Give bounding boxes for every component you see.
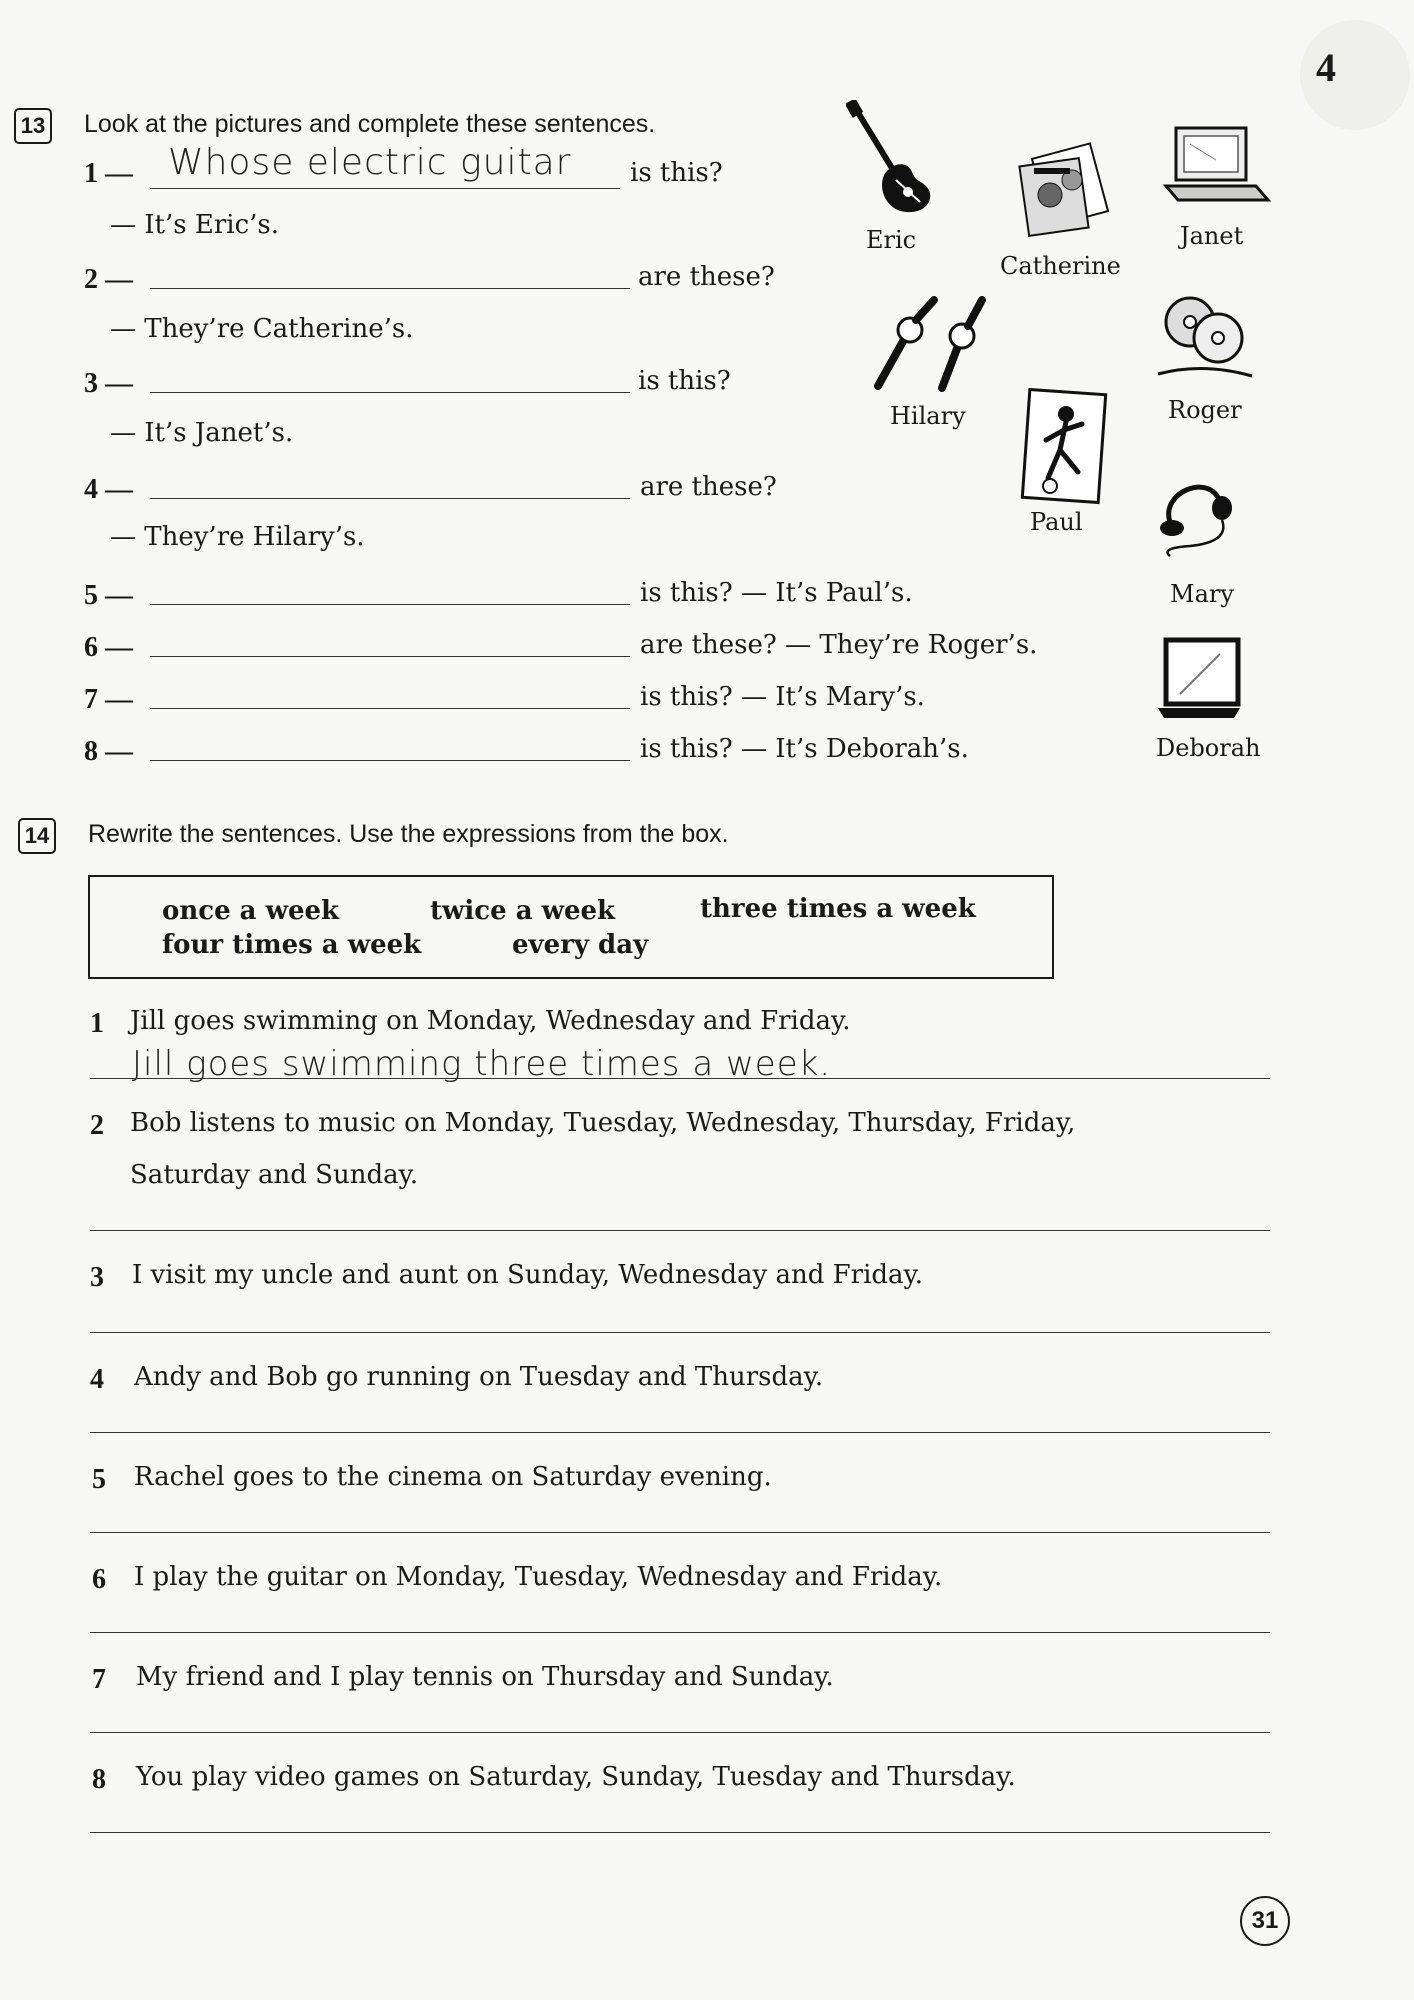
- ex13-item-2-number: 2 —: [84, 264, 133, 295]
- exercise-14-badge: 14: [18, 818, 56, 854]
- ex13-item-7-number: 7 —: [84, 684, 133, 715]
- picture-label-roger: Roger: [1168, 396, 1242, 424]
- ex14-item-8-number: 8: [92, 1764, 106, 1795]
- ex14-item-6-answer-line[interactable]: [90, 1632, 1270, 1633]
- ex13-item-5-ending: is this? — It’s Paul’s.: [640, 578, 913, 608]
- ex14-item-4-answer-line[interactable]: [90, 1432, 1270, 1433]
- ex13-item-3-blank[interactable]: [150, 390, 630, 393]
- ex13-item-8-number: 8 —: [84, 736, 133, 767]
- picture-label-mary: Mary: [1170, 580, 1234, 608]
- ex14-item-8-sentence: You play video games on Saturday, Sunday, Tuesday and Thursday.: [136, 1762, 1016, 1792]
- picture-label-eric: Eric: [866, 226, 917, 254]
- box-item-four-times-a-week: four times a week: [162, 930, 422, 960]
- box-item-once-a-week: once a week: [162, 896, 340, 926]
- ex13-item-8-ending: is this? — It’s Deborah’s.: [640, 734, 969, 764]
- ex13-item-1-ending: is this?: [630, 158, 723, 188]
- ex13-item-8-blank[interactable]: [150, 758, 630, 761]
- ex13-item-2-blank[interactable]: [150, 286, 630, 289]
- ex14-item-2-answer-line[interactable]: [90, 1230, 1270, 1231]
- ex14-item-2-number: 2: [90, 1110, 104, 1141]
- exercise-13-instruction: Look at the pictures and complete these sentences.: [84, 110, 656, 138]
- box-item-three-times-a-week: three times a week: [700, 894, 976, 924]
- ex13-item-6-blank[interactable]: [150, 654, 630, 657]
- ex14-item-7-number: 7: [92, 1664, 106, 1695]
- ex13-item-5-blank[interactable]: [150, 602, 630, 605]
- ex14-item-6-sentence: I play the guitar on Monday, Tuesday, Wednesday and Friday.: [134, 1562, 943, 1592]
- ex14-item-4-sentence: Andy and Bob go running on Tuesday and Thursday.: [134, 1362, 824, 1392]
- exercise-13-badge: 13: [14, 108, 52, 144]
- ex14-item-1-number: 1: [90, 1008, 104, 1039]
- ex13-item-7-ending: is this? — It’s Mary’s.: [640, 682, 925, 712]
- ex13-item-5-number: 5 —: [84, 580, 133, 611]
- expressions-box: [88, 875, 1054, 979]
- ex13-item-1-number: 1 —: [84, 158, 133, 189]
- ex13-item-6-ending: are these? — They’re Roger’s.: [640, 630, 1038, 660]
- ex13-item-1-reply: — It’s Eric’s.: [110, 210, 280, 240]
- ex14-item-1-answer: Jill goes swimming three times a week.: [132, 1044, 832, 1084]
- ex13-item-4-blank[interactable]: [150, 496, 630, 499]
- magazines-icon: [1010, 140, 1120, 240]
- picture-label-paul: Paul: [1030, 508, 1083, 536]
- watches-icon: [872, 296, 992, 396]
- ex14-item-2-sentence-cont: Saturday and Sunday.: [130, 1160, 419, 1190]
- picture-label-janet: Janet: [1180, 222, 1244, 250]
- ex14-item-2-sentence: Bob listens to music on Monday, Tuesday, Wednesday, Thursday, Friday,: [130, 1108, 1076, 1138]
- ex13-item-6-number: 6 —: [84, 632, 133, 663]
- ex14-item-7-sentence: My friend and I play tennis on Thursday and Sunday.: [136, 1662, 834, 1692]
- football-poster-icon: [1020, 388, 1110, 506]
- ex14-item-7-answer-line[interactable]: [90, 1732, 1270, 1733]
- headphones-icon: [1150, 472, 1250, 562]
- ex14-item-4-number: 4: [90, 1364, 104, 1395]
- ex14-item-3-sentence: I visit my uncle and aunt on Sunday, Wednesday and Friday.: [132, 1260, 924, 1290]
- ex13-item-3-ending: is this?: [638, 366, 731, 396]
- ex14-item-3-answer-line[interactable]: [90, 1332, 1270, 1333]
- ex13-item-4-ending: are these?: [640, 472, 777, 502]
- ex13-item-2-reply: — They’re Catherine’s.: [110, 314, 414, 344]
- ex14-item-1-answer-line[interactable]: [90, 1078, 1270, 1079]
- ex14-item-1-sentence: Jill goes swimming on Monday, Wednesday and Friday.: [130, 1006, 851, 1036]
- ex14-item-3-number: 3: [90, 1262, 104, 1293]
- ex14-item-5-number: 5: [92, 1464, 106, 1495]
- picture-label-deborah: Deborah: [1156, 734, 1261, 762]
- picture-label-hilary: Hilary: [890, 402, 966, 430]
- unit-number: 4: [1316, 45, 1336, 90]
- ex13-item-1-answer: Whose electric guitar: [168, 142, 572, 183]
- ex13-item-1-blank[interactable]: [150, 186, 620, 189]
- ex13-item-7-blank[interactable]: [150, 706, 630, 709]
- tv-monitor-icon: [1150, 634, 1250, 734]
- ex13-item-4-reply: — They’re Hilary’s.: [110, 522, 365, 552]
- ex14-item-6-number: 6: [92, 1564, 106, 1595]
- box-item-every-day: every day: [512, 930, 649, 960]
- picture-label-catherine: Catherine: [1000, 252, 1121, 280]
- ex14-item-8-answer-line[interactable]: [90, 1832, 1270, 1833]
- ex13-item-4-number: 4 —: [84, 474, 133, 505]
- cds-icon: [1148, 292, 1258, 392]
- ex14-item-5-answer-line[interactable]: [90, 1532, 1270, 1533]
- ex13-item-3-reply: — It’s Janet’s.: [110, 418, 294, 448]
- ex14-item-5-sentence: Rachel goes to the cinema on Saturday evening.: [134, 1462, 772, 1492]
- ex13-item-3-number: 3 —: [84, 368, 133, 399]
- page-number: 31: [1240, 1896, 1290, 1946]
- electric-guitar-icon: [846, 100, 936, 220]
- laptop-icon: [1156, 120, 1276, 220]
- box-item-twice-a-week: twice a week: [430, 896, 616, 926]
- exercise-14-instruction: Rewrite the sentences. Use the expressions from the box.: [88, 820, 729, 848]
- ex13-item-2-ending: are these?: [638, 262, 775, 292]
